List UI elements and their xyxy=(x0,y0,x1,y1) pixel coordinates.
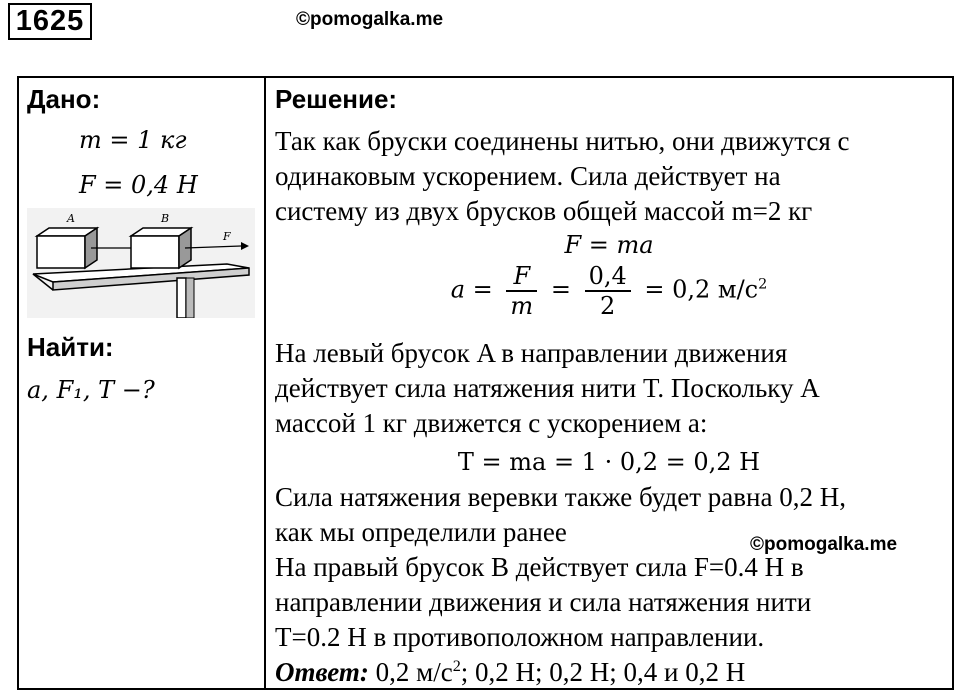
eq-lhs: a = xyxy=(450,275,493,304)
text-line: одинаковым ускорением. Сила действует на xyxy=(275,161,781,191)
given-mass: m = 1 кг xyxy=(79,126,187,154)
answer-exponent: 2 xyxy=(452,657,461,675)
text-line: T=0.2 Н в противоположном направлении. xyxy=(275,622,765,652)
watermark-top: ©pomogalka.me xyxy=(296,9,444,30)
given-header: Дано: xyxy=(27,84,101,114)
figure-label-b: B xyxy=(161,212,170,225)
problem-number: 1625 xyxy=(8,3,92,40)
fraction-values xyxy=(585,262,631,320)
text-line: На правый брусок B действует сила F=0.4 Н в xyxy=(275,552,804,582)
answer-label: Ответ: xyxy=(275,657,369,687)
solution-table xyxy=(17,76,954,690)
frac-denominator: m xyxy=(510,292,534,320)
blocks-figure xyxy=(27,208,255,318)
answer-value: 0,2 м/с xyxy=(368,657,453,687)
solution-paragraph-1 xyxy=(275,124,850,229)
text-line: массой 1 кг движется с ускорением a: xyxy=(275,408,708,438)
answer-line xyxy=(275,655,745,690)
eq-rhs: = 0,2 м/с xyxy=(644,275,759,304)
frac-denominator: 2 xyxy=(600,292,616,320)
solution-paragraph-3 xyxy=(275,480,846,655)
text-line: систему из двух брусков общей массой m=2 кг xyxy=(275,196,813,226)
solution-header: Решение: xyxy=(275,84,398,114)
fraction-f-over-m xyxy=(506,262,537,320)
text-line: Так как бруски соединены нитью, они движутся с xyxy=(275,126,850,156)
find-header: Найти: xyxy=(27,332,114,362)
figure-label-a: A xyxy=(67,212,75,225)
text-line: направлении движения и сила натяжения нити xyxy=(275,587,812,617)
figure-label-f: F xyxy=(223,230,231,243)
given-column xyxy=(18,77,265,689)
solution-column xyxy=(265,77,953,689)
equation-newton: F = ma xyxy=(564,231,654,259)
frac-numerator: 0,4 xyxy=(585,262,631,292)
watermark-middle: ©pomogalka.me xyxy=(750,534,898,555)
equation-acceleration xyxy=(266,262,952,320)
text-line: действует сила натяжения нити T. Поскольку A xyxy=(275,373,820,403)
eq-sign: = xyxy=(550,275,571,304)
eq-rhs-exponent: 2 xyxy=(758,276,768,293)
frac-numerator: F xyxy=(506,262,537,292)
text-line: Сила натяжения веревки также будет равна 0,2 Н, xyxy=(275,482,846,512)
text-line: как мы определили ранее xyxy=(275,517,567,547)
given-force: F = 0,4 Н xyxy=(79,171,198,199)
answer-rest: ; 0,2 Н; 0,2 Н; 0,4 и 0,2 Н xyxy=(460,657,746,687)
solution-paragraph-2 xyxy=(275,336,820,441)
find-unknowns: a, F₁, Т −? xyxy=(27,376,155,404)
equation-tension: Т = ma = 1 · 0,2 = 0,2 Н xyxy=(457,448,761,476)
text-line: На левый брусок A в направлении движения xyxy=(275,338,788,368)
